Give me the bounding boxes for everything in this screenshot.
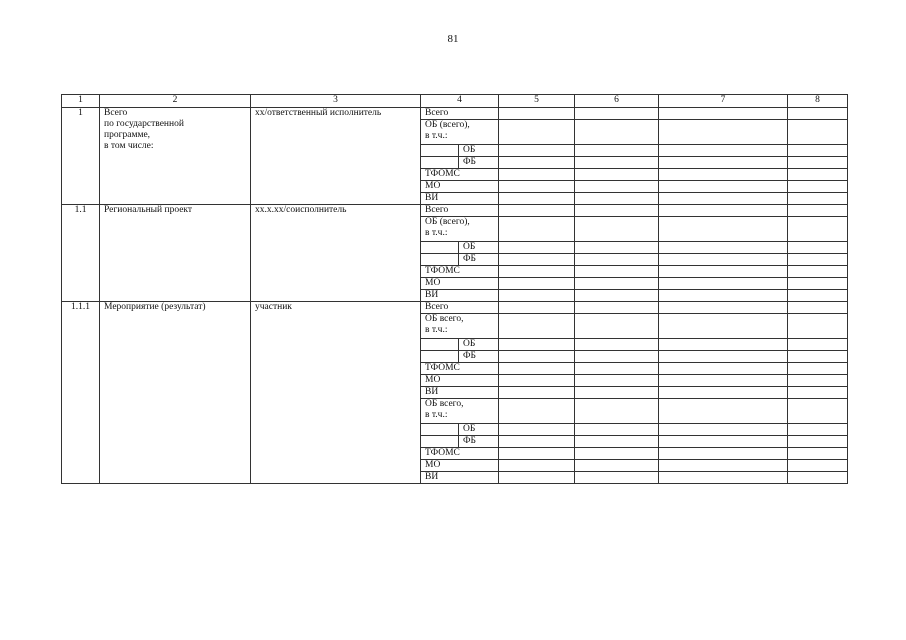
value-cell [575, 278, 659, 290]
value-cell [788, 424, 848, 436]
blank-cell [421, 339, 459, 351]
value-cell [575, 217, 659, 242]
value-cell [499, 193, 575, 205]
value-cell [499, 108, 575, 120]
table-row [62, 108, 848, 120]
value-cell [659, 363, 788, 375]
value-cell [659, 290, 788, 302]
block-regional-project [62, 205, 848, 302]
value-cell [499, 181, 575, 193]
source-vi: ВИ [421, 472, 499, 484]
value-cell [575, 181, 659, 193]
description-line: Региональный проект [104, 205, 193, 215]
value-cell [575, 375, 659, 387]
blank-cell [421, 424, 459, 436]
value-cell [575, 363, 659, 375]
table-row [62, 205, 848, 217]
value-cell [575, 339, 659, 351]
value-cell [499, 399, 575, 424]
value-cell [788, 436, 848, 448]
source-fb: ФБ [459, 254, 499, 266]
value-cell [659, 472, 788, 484]
source-label: ОБ всего, [425, 314, 464, 324]
value-cell [659, 254, 788, 266]
value-cell [659, 436, 788, 448]
value-cell [788, 266, 848, 278]
row-description [100, 205, 251, 302]
source-regional-budget [421, 217, 499, 242]
value-cell [659, 387, 788, 399]
value-cell [499, 217, 575, 242]
table-row [62, 302, 848, 314]
value-cell [499, 460, 575, 472]
source-tfoms: ТФОМС [421, 266, 499, 278]
source-label: в т.ч.: [425, 131, 448, 141]
value-cell [788, 242, 848, 254]
value-cell [788, 460, 848, 472]
value-cell [575, 314, 659, 339]
blank-cell [421, 145, 459, 157]
value-cell [659, 302, 788, 314]
description-line: Всего [104, 108, 128, 118]
description-line: по государственной [104, 119, 184, 129]
value-cell [575, 193, 659, 205]
value-cell [499, 339, 575, 351]
value-cell [788, 448, 848, 460]
value-cell [499, 363, 575, 375]
value-cell [575, 448, 659, 460]
value-cell [499, 278, 575, 290]
source-regional-budget [421, 314, 499, 339]
value-cell [499, 387, 575, 399]
source-tfoms: ТФОМС [421, 448, 499, 460]
header-row [62, 95, 848, 108]
source-ob: ОБ [459, 242, 499, 254]
value-cell [659, 145, 788, 157]
value-cell [659, 217, 788, 242]
value-cell [788, 302, 848, 314]
source-mo: МО [421, 460, 499, 472]
value-cell [575, 205, 659, 217]
source-label: ОБ (всего), [425, 217, 470, 227]
row-description [100, 302, 251, 484]
value-cell [788, 193, 848, 205]
value-cell [575, 460, 659, 472]
value-cell [575, 108, 659, 120]
value-cell [575, 157, 659, 169]
header-col-2: 2 [100, 95, 251, 108]
source-fb: ФБ [459, 351, 499, 363]
header-col-8: 8 [788, 95, 848, 108]
value-cell [788, 363, 848, 375]
source-ob: ОБ [459, 339, 499, 351]
value-cell [499, 375, 575, 387]
header-col-6: 6 [575, 95, 659, 108]
value-cell [659, 460, 788, 472]
value-cell [499, 145, 575, 157]
source-tfoms: ТФОМС [421, 363, 499, 375]
value-cell [788, 314, 848, 339]
value-cell [575, 254, 659, 266]
row-executor: участник [251, 302, 421, 484]
value-cell [788, 157, 848, 169]
value-cell [788, 387, 848, 399]
value-cell [499, 448, 575, 460]
value-cell [659, 181, 788, 193]
value-cell [659, 399, 788, 424]
value-cell [575, 120, 659, 145]
source-fb: ФБ [459, 157, 499, 169]
value-cell [788, 254, 848, 266]
blank-cell [421, 436, 459, 448]
value-cell [499, 242, 575, 254]
value-cell [659, 108, 788, 120]
value-cell [659, 266, 788, 278]
source-regional-budget [421, 120, 499, 145]
value-cell [499, 157, 575, 169]
value-cell [499, 472, 575, 484]
value-cell [499, 169, 575, 181]
value-cell [575, 424, 659, 436]
value-cell [575, 145, 659, 157]
value-cell [788, 339, 848, 351]
description-line: программе, [104, 130, 151, 140]
description-line: Мероприятие (результат) [104, 302, 206, 312]
source-mo: МО [421, 278, 499, 290]
value-cell [575, 302, 659, 314]
value-cell [659, 339, 788, 351]
row-executor: хх/ответственный исполнитель [251, 108, 421, 205]
value-cell [788, 108, 848, 120]
header-col-4: 4 [421, 95, 499, 108]
value-cell [575, 472, 659, 484]
value-cell [499, 120, 575, 145]
row-description [100, 108, 251, 205]
source-label: ОБ (всего), [425, 120, 470, 130]
value-cell [788, 290, 848, 302]
value-cell [499, 290, 575, 302]
source-regional-budget [421, 399, 499, 424]
header-col-5: 5 [499, 95, 575, 108]
value-cell [575, 387, 659, 399]
value-cell [659, 314, 788, 339]
value-cell [788, 472, 848, 484]
block-total [62, 108, 848, 205]
value-cell [575, 169, 659, 181]
budget-table [61, 94, 848, 484]
value-cell [788, 181, 848, 193]
value-cell [659, 120, 788, 145]
blank-cell [421, 157, 459, 169]
value-cell [788, 145, 848, 157]
source-vi: ВИ [421, 387, 499, 399]
value-cell [788, 278, 848, 290]
value-cell [788, 120, 848, 145]
value-cell [659, 351, 788, 363]
source-label: в т.ч.: [425, 325, 448, 335]
value-cell [659, 157, 788, 169]
value-cell [499, 254, 575, 266]
value-cell [659, 193, 788, 205]
value-cell [659, 242, 788, 254]
row-executor: хх.х.хх/соисполнитель [251, 205, 421, 302]
source-ob: ОБ [459, 424, 499, 436]
value-cell [499, 424, 575, 436]
header-col-7: 7 [659, 95, 788, 108]
value-cell [575, 436, 659, 448]
value-cell [575, 399, 659, 424]
source-ob: ОБ [459, 145, 499, 157]
blank-cell [421, 254, 459, 266]
source-total: Всего [421, 302, 499, 314]
block-activity [62, 302, 848, 484]
value-cell [659, 205, 788, 217]
value-cell [575, 351, 659, 363]
value-cell [575, 266, 659, 278]
value-cell [659, 169, 788, 181]
source-mo: МО [421, 181, 499, 193]
value-cell [499, 314, 575, 339]
header-col-3: 3 [251, 95, 421, 108]
value-cell [788, 217, 848, 242]
source-total: Всего [421, 205, 499, 217]
blank-cell [421, 242, 459, 254]
value-cell [499, 266, 575, 278]
page-number: 81 [447, 33, 459, 45]
source-vi: ВИ [421, 193, 499, 205]
source-total: Всего [421, 108, 499, 120]
value-cell [788, 169, 848, 181]
value-cell [788, 351, 848, 363]
value-cell [788, 205, 848, 217]
value-cell [499, 205, 575, 217]
value-cell [499, 351, 575, 363]
value-cell [499, 436, 575, 448]
row-number: 1.1 [62, 205, 100, 302]
blank-cell [421, 351, 459, 363]
value-cell [659, 424, 788, 436]
source-label: в т.ч.: [425, 410, 448, 420]
value-cell [788, 375, 848, 387]
value-cell [659, 448, 788, 460]
value-cell [575, 290, 659, 302]
description-line: в том числе: [104, 141, 154, 151]
row-number: 1 [62, 108, 100, 205]
row-number: 1.1.1 [62, 302, 100, 484]
source-vi: ВИ [421, 290, 499, 302]
value-cell [575, 242, 659, 254]
value-cell [659, 278, 788, 290]
source-fb: ФБ [459, 436, 499, 448]
value-cell [788, 399, 848, 424]
value-cell [499, 302, 575, 314]
source-tfoms: ТФОМС [421, 169, 499, 181]
value-cell [659, 375, 788, 387]
source-mo: МО [421, 375, 499, 387]
source-label: в т.ч.: [425, 228, 448, 238]
header-col-1: 1 [62, 95, 100, 108]
source-label: ОБ всего, [425, 399, 464, 409]
